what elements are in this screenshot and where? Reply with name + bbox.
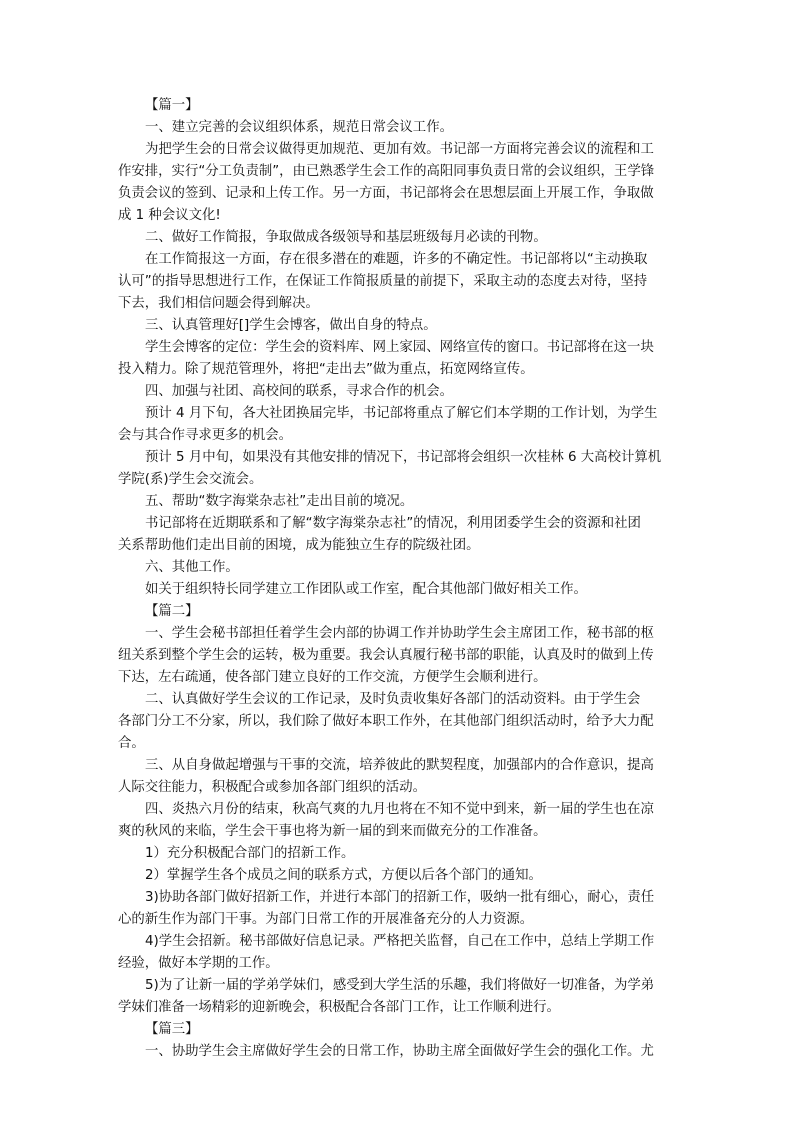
text-line: 学院(系)学生会交流会。 — [118, 472, 263, 487]
text-line: 爽的秋风的来临，学生会干事也将为新一届的到来而做充分的工作准备。 — [118, 824, 547, 839]
text-line: 关系帮助他们走出目前的困境，成为能独立生存的院级社团。 — [118, 538, 480, 553]
text-line: 二、认真做好学生会议的工作记录，及时负责收集好各部门的活动资料。由于学生会 — [145, 692, 641, 707]
text-line: 合。 — [118, 736, 145, 751]
text-line: 负责会议的签到、记录和上传工作。另一方面，书记部将会在思想层面上开展工作，争取做 — [118, 186, 654, 201]
text-line: 预计 5 月中旬，如果没有其他安排的情况下，书记部将会组织一次桂林 6 大高校计算机 — [145, 450, 662, 465]
text-line: 作安排，实行“分工负责制”，由已熟悉学生会工作的高阳同事负责日常的会议组织，王学锋 — [118, 164, 655, 179]
text-line: 各部门分工不分家，所以，我们除了做好本职工作外，在其他部门组织活动时，给予大力配 — [118, 714, 654, 729]
text-line: 下去，我们相信问题会得到解决。 — [118, 296, 319, 311]
text-line: 1）充分积极配合部门的招新工作。 — [145, 846, 355, 861]
text-line: 预计 4 月下旬，各大社团换届完毕，书记部将重点了解它们本学期的工作计划，为学生 — [145, 406, 658, 421]
text-line: 三、从自身做起增强与干事的交流，培养彼此的默契程度，加强部内的合作意识，提高 — [145, 758, 654, 773]
text-line: 纽关系到整个学生会的运转，极为重要。我会认真履行秘书部的职能，认真及时的做到上传 — [118, 648, 654, 663]
text-line: 一、协助学生会主席做好学生会的日常工作，协助主席全面做好学生会的强化工作。尤 — [145, 1044, 654, 1059]
text-line: 会与其合作寻求更多的机会。 — [118, 428, 293, 443]
text-line: 认可”的指导思想进行工作，在保证工作简报质量的前提下，采取主动的态度去对待，坚持 — [118, 274, 648, 289]
text-line: 3)协助各部门做好招新工作，并进行本部门的招新工作，吸纳一批有细心，耐心，责任 — [145, 890, 655, 905]
text-line: 心的新生作为部门干事。为部门日常工作的开展准备充分的人力资源。 — [118, 912, 534, 927]
text-line: 下达，左右疏通，使各部门建立良好的工作交流，方便学生会顺利进行。 — [118, 670, 547, 685]
text-line: 5)为了让新一届的学弟学妹们，感受到大学生活的乐趣，我们将做好一切准备，为学弟 — [145, 978, 655, 993]
text-line: 在工作简报这一方面，存在很多潜在的难题，许多的不确定性。书记部将以“主动换取 — [145, 252, 648, 267]
text-line: 二、做好工作简报，争取做成各级领导和基层班级每月必读的刊物。 — [145, 230, 547, 245]
text-line: 为把学生会的日常会议做得更加规范、更加有效。书记部一方面将完善会议的流程和工 — [145, 142, 654, 157]
section-heading: 【篇二】 — [145, 604, 199, 619]
text-line: 四、炎热六月份的结束，秋高气爽的九月也将在不知不觉中到来，新一届的学生也在凉 — [145, 802, 654, 817]
text-line: 4)学生会招新。秘书部做好信息记录。严格把关监督，自己在工作中，总结上学期工作 — [145, 934, 655, 949]
text-line: 六、其他工作。 — [145, 560, 239, 575]
text-line: 2）掌握学生各个成员之间的联系方式，方便以后各个部门的通知。 — [145, 868, 542, 883]
text-line: 五、帮助“数字海棠杂志社”走出目前的境况。 — [145, 494, 414, 509]
text-line: 人际交往能力，积极配合或参加各部门组织的活动。 — [118, 780, 426, 795]
text-line: 书记部将在近期联系和了解“数字海棠杂志社”的情况，利用团委学生会的资源和社团 — [145, 516, 641, 531]
text-line: 学生会博客的定位：学生会的资料库、网上家园、网络宣传的窗口。书记部将在这一块 — [145, 340, 654, 355]
section-heading: 【篇一】 — [145, 98, 199, 113]
text-line: 四、加强与社团、高校间的联系，寻求合作的机会。 — [145, 384, 453, 399]
text-line: 成 1 种会议文化! — [118, 208, 221, 223]
text-line: 三、认真管理好[]学生会博客，做出自身的特点。 — [145, 318, 437, 333]
text-line: 学妹们准备一场精彩的迎新晚会，积极配合各部门工作，让工作顺利进行。 — [118, 1000, 560, 1015]
text-line: 经验，做好本学期的工作。 — [118, 956, 279, 971]
text-line: 如关于组织特长同学建立工作团队或工作室，配合其他部门做好相关工作。 — [145, 582, 587, 597]
text-line: 一、学生会秘书部担任着学生会内部的协调工作并协助学生会主席团工作，秘书部的枢 — [145, 626, 654, 641]
document-body — [118, 95, 678, 1063]
text-line: 投入精力。除了规范管理外，将把“走出去”做为重点，拓宽网络宣传。 — [118, 362, 534, 377]
section-heading: 【篇三】 — [145, 1022, 199, 1037]
text-line: 一、建立完善的会议组织体系，规范日常会议工作。 — [145, 120, 453, 135]
